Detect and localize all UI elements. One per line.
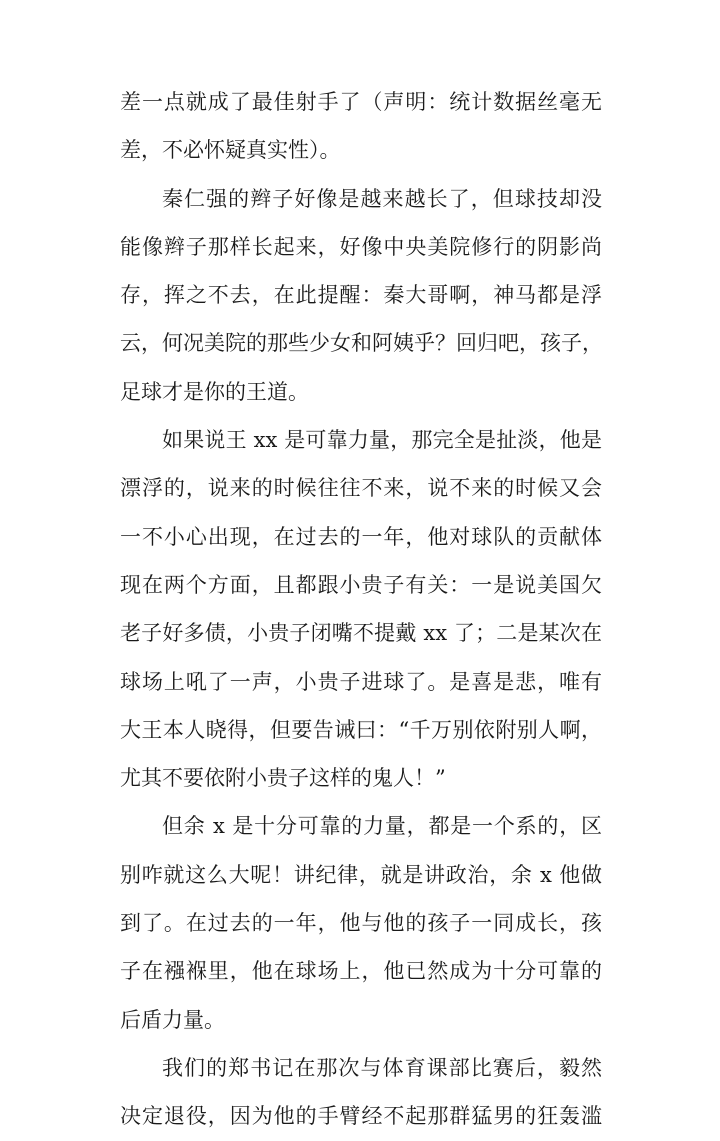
text-line: 一不小心出现，在过去的一年，他对球队的贡献体 [120, 524, 602, 549]
paragraph-first-line: 但余 x 是十分可靠的力量，都是一个系的，区 [162, 814, 602, 839]
text-line: 决定退役，因为他的手臂经不起那群猛男的狂轰滥 [120, 1104, 602, 1129]
text-line: 云，何况美院的那些少女和阿姨乎？回归吧，孩子， [120, 331, 603, 356]
text-line: 别咋就这么大呢！讲纪律，就是讲政治，余 x 他做 [120, 862, 602, 887]
text-line: 差一点就成了最佳射手了（声明：统计数据丝毫无 [120, 90, 602, 114]
text-line: 漂浮的，说来的时候往往不来，说不来的时候又会 [120, 476, 602, 501]
text-line: 存，挥之不去，在此提醒：秦大哥啊，神马都是浮 [120, 283, 602, 308]
text-line: 到了。在过去的一年，他与他的孩子一同成长，孩 [120, 911, 602, 936]
paragraph-first-line: 我们的郑书记在那次与体育课部比赛后，毅然 [162, 1055, 602, 1080]
document-page [120, 78, 602, 1141]
text-line: 能像辫子那样长起来，好像中央美院修行的阴影尚 [120, 234, 602, 259]
text-line: 现在两个方面，且都跟小贵子有关：一是说美国欠 [120, 572, 602, 597]
text-line: 子在襁褓里，他在球场上，他已然成为十分可靠的 [120, 959, 602, 984]
paragraph-first-line: 秦仁强的辫子好像是越来越长了，但球技却没 [162, 186, 602, 211]
text-line: 大王本人晓得，但要告诫曰：“千万别依附别人啊， [120, 717, 602, 742]
text-line: 老子好多债，小贵子闭嘴不提戴 xx 了；二是某次在 [120, 621, 602, 646]
text-line: 差，不必怀疑真实性）。 [120, 138, 341, 163]
text-line: 后盾力量。 [120, 1007, 225, 1032]
text-line: 尤其不要依附小贵子这样的鬼人！” [120, 766, 446, 791]
text-line: 球场上吼了一声，小贵子进球了。是喜是悲，唯有 [120, 669, 602, 694]
text-line: 足球才是你的王道。 [120, 379, 309, 404]
paragraph-first-line: 如果说王 xx 是可靠力量，那完全是扯淡，他是 [162, 428, 602, 453]
